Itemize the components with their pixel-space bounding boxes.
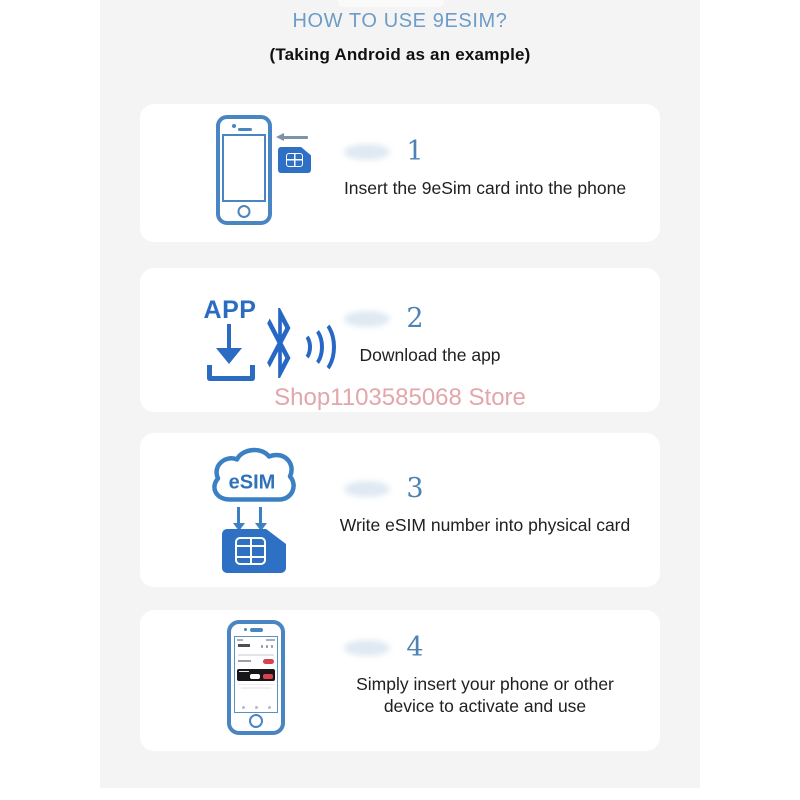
download-tray-icon [207, 365, 255, 381]
step-description: Insert the 9eSim card into the phone [343, 177, 627, 198]
app-header [238, 643, 274, 652]
camera-dot-icon [232, 124, 236, 128]
camera-dot-icon [244, 628, 247, 631]
divider [238, 654, 274, 656]
esim-cloud-icon [206, 445, 298, 507]
watermark-smudge [344, 640, 390, 656]
step-description: Write eSIM number into physical card [339, 514, 631, 535]
watermark-text: Shop1103585068 Store [274, 384, 526, 411]
divider [238, 684, 274, 686]
phone-icon [227, 620, 285, 735]
step-number: 3 [310, 473, 520, 505]
down-arrow-icon [237, 507, 240, 523]
bottom-nav [235, 705, 277, 711]
app-dark-banner [237, 669, 275, 681]
arrow-left-icon [283, 136, 308, 139]
banner-white-button [250, 674, 260, 679]
down-arrow-icon [259, 507, 262, 523]
divider [241, 687, 271, 689]
watermark-smudge [344, 311, 390, 327]
download-arrowhead-icon [216, 348, 242, 364]
page-title: HOW TO USE 9ESIM? [292, 10, 508, 32]
phone-sim-insert-icon [140, 104, 310, 242]
step-description: Download the app [359, 344, 501, 365]
step-description: Simply insert your phone or other device to activate and use [356, 674, 614, 716]
top-tab-remnant [338, 0, 444, 7]
sim-chip-icon [286, 153, 303, 167]
home-button-icon [238, 205, 251, 218]
nav-icon [242, 706, 245, 709]
phone-screen [222, 134, 266, 202]
status-bar [235, 637, 277, 642]
esim-cloud-to-sim-icon [140, 433, 310, 587]
app-screenshot [234, 636, 278, 713]
step-number: 4 [310, 632, 520, 664]
page-subtitle: (Taking Android as an example) [269, 45, 531, 64]
nav-icon [255, 706, 258, 709]
download-arrow-icon [227, 324, 231, 350]
app-label: APP [203, 296, 257, 324]
sim-card-icon [278, 147, 311, 173]
step-card-3 [140, 433, 660, 587]
watermark-smudge [344, 144, 390, 160]
phone-icon [216, 115, 272, 225]
speaker-dash-icon [238, 128, 252, 131]
step-card-1 [140, 104, 660, 242]
watermark-smudge [344, 481, 390, 497]
sim-chip-icon [235, 537, 266, 565]
cloud-label: eSIM [228, 471, 276, 494]
nav-icon [268, 706, 271, 709]
sim-card-large-icon [222, 529, 286, 573]
phone-app-activate-icon [140, 610, 310, 751]
step-number: 1 [310, 136, 520, 168]
home-button-icon [249, 714, 263, 728]
app-row-with-button [238, 659, 274, 667]
speaker-dash-icon [250, 628, 263, 632]
step-number: 2 [310, 303, 520, 335]
step-card-4 [140, 610, 660, 751]
banner-red-button [263, 674, 273, 679]
